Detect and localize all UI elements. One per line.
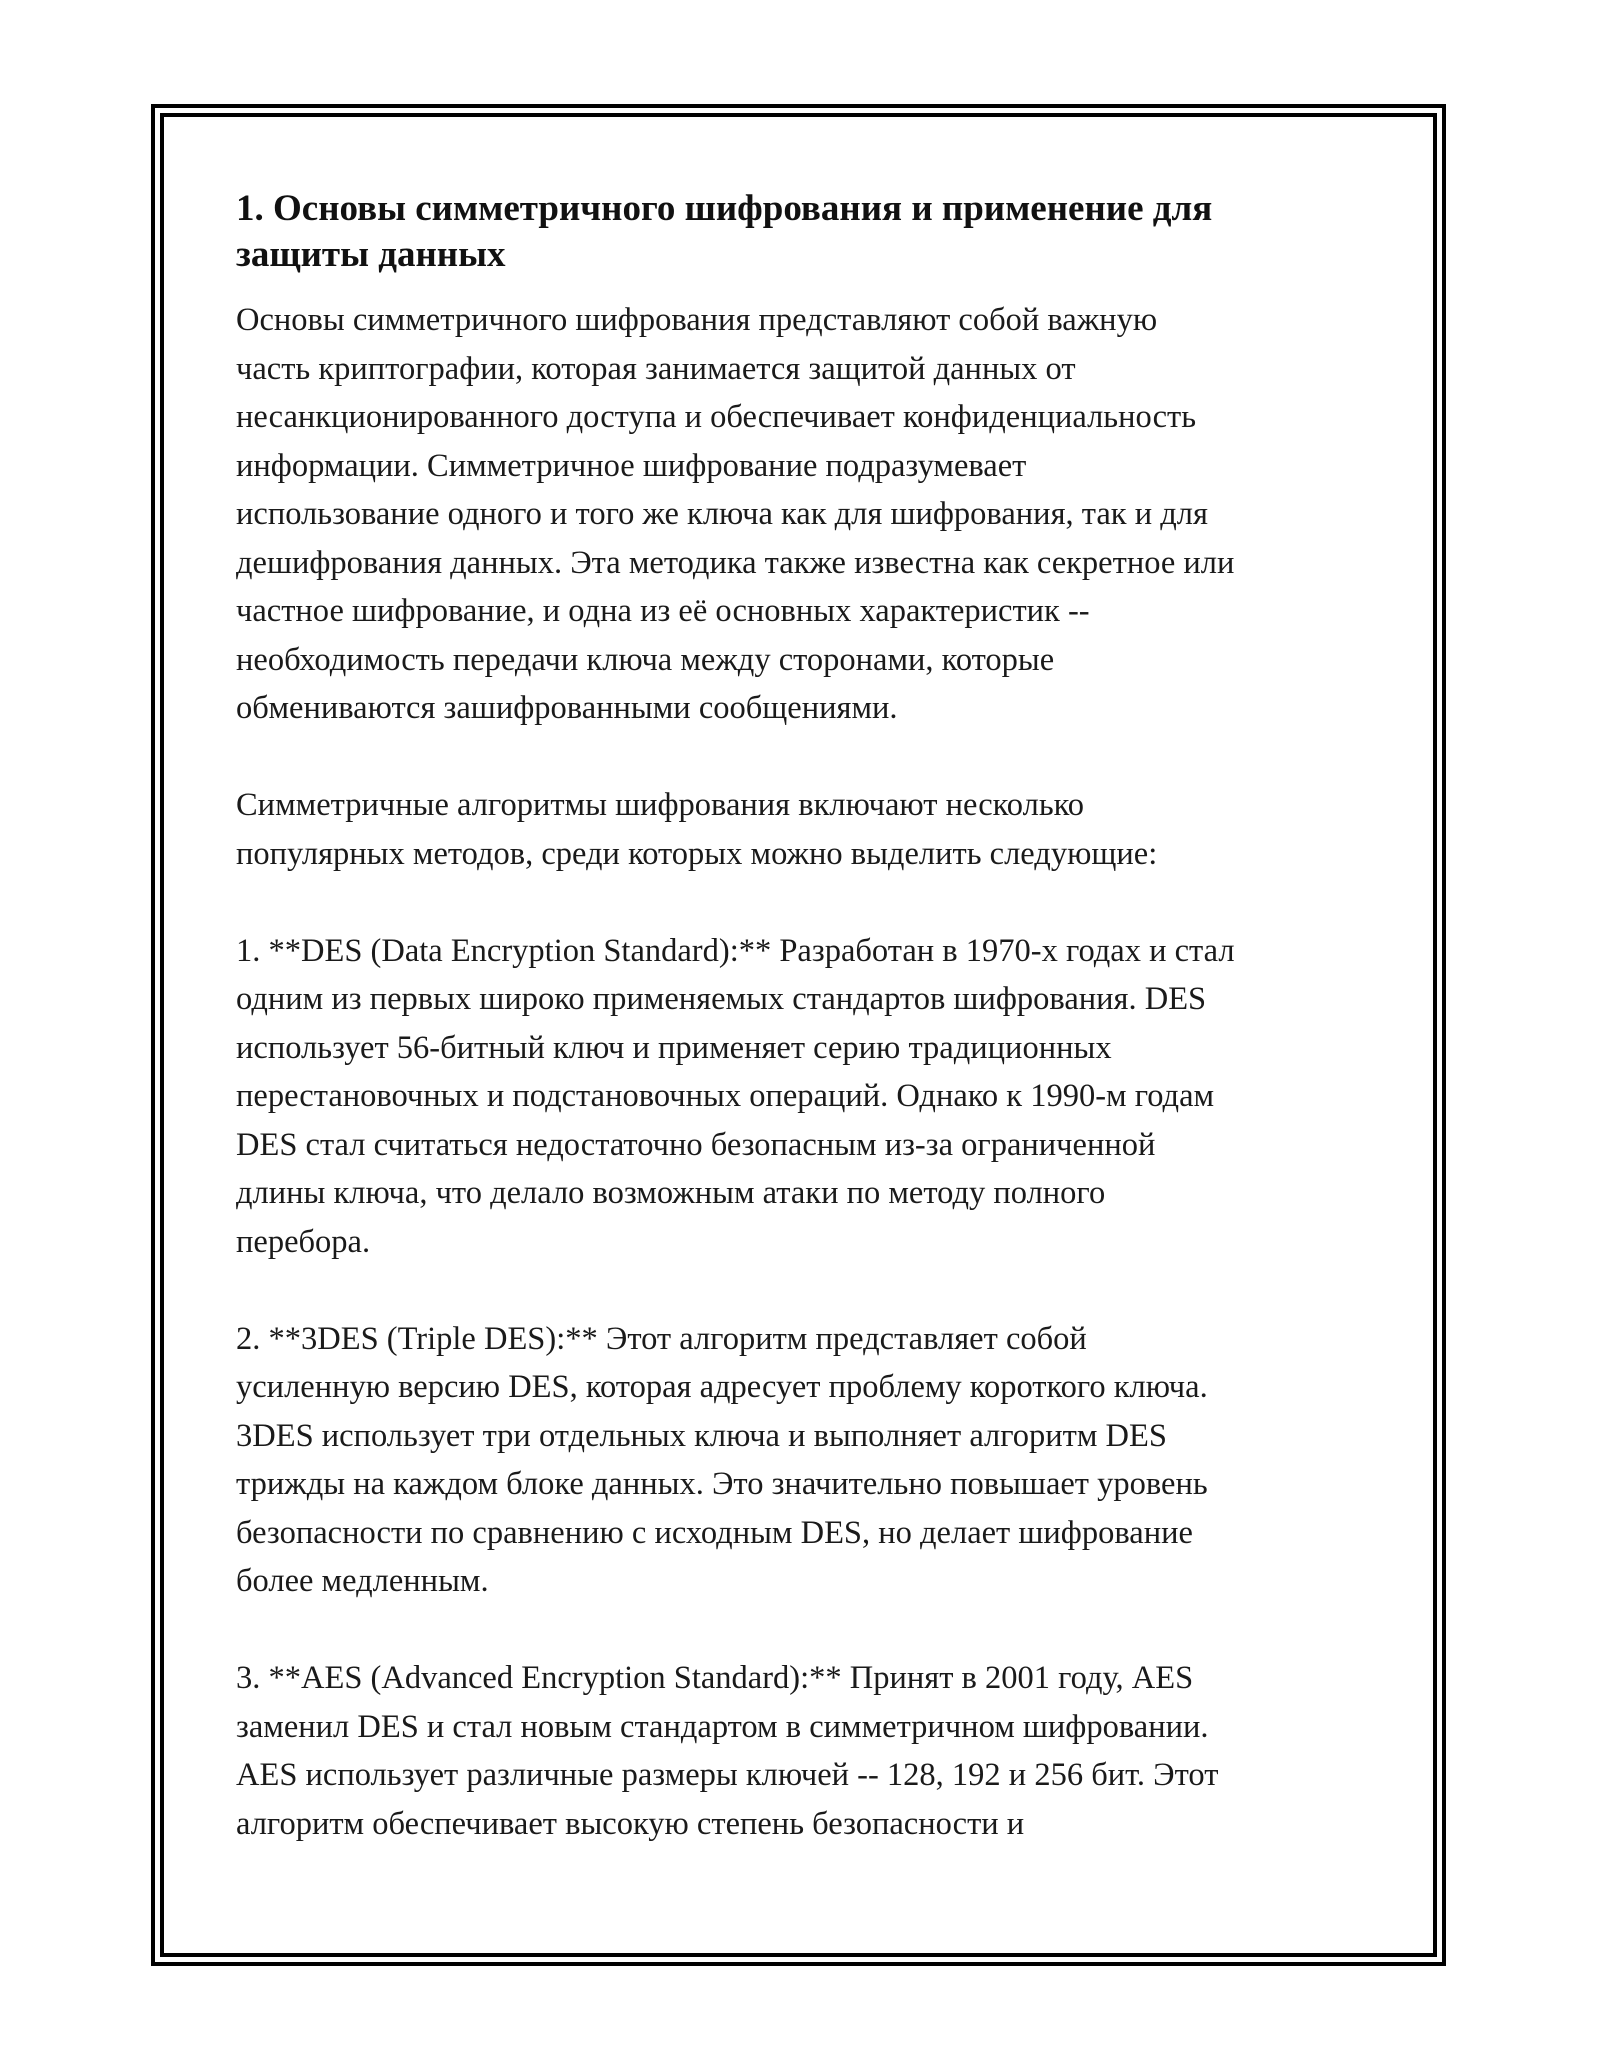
paragraph-aes: 3. **AES (Advanced Encryption Standard):** Принят в 2001 году, AES заменил DES и стал новым стандартом в симметричном шифровании. AES использует различные размеры ключей -- 128, 192 и 256 бит. Этот алгоритм обеспечивает высокую степень безопасности и	[236, 1660, 1219, 1842]
section-heading: 1. Основы симметричного шифрования и применение для защиты данных	[236, 188, 1213, 275]
paragraph-algorithms-intro: Симметричные алгоритмы шифрования включают несколько популярных методов, среди которых можно выделить следующие:	[236, 787, 1158, 872]
paragraph-3des: 2. **3DES (Triple DES):** Этот алгоритм представляет собой усиленную версию DES, которая адресует проблему короткого ключа. 3DES использует три отдельных ключа и выполняет алгоритм DES трижды на каждом блоке данных. Это значительно повышает уровень безопасности по сравнению с исходным DES, но делает шифрование более медленным.	[236, 1320, 1208, 1599]
paragraph-des: 1. **DES (Data Encryption Standard):** Разработан в 1970-х годах и стал одним из первых широко применяемых стандартов шифрования. DES использует 56-битный ключ и применяет серию традиционных перестановочных и подстановочных операций. Однако к 1990-м годам DES стал считаться недостаточно безопасным из-за ограниченной длины ключа, что делало возможным атаки по методу полного перебора.	[236, 932, 1235, 1260]
paragraph-intro: Основы симметричного шифрования представляют собой важную часть криптографии, которая занимается защитой данных от несанкционированного доступа и обеспечивает конфиденциальность информации. Симметричное шифрование подразумевает использование одного и того же ключа как для шифрования, так и для дешифрования данных. Эта методика также известна как секретное или частное шифрование, и одна из её основных характеристик -- необходимость передачи ключа между сторонами, которые обмениваются зашифрованными сообщениями.	[236, 302, 1235, 726]
document-body	[236, 186, 1381, 1848]
